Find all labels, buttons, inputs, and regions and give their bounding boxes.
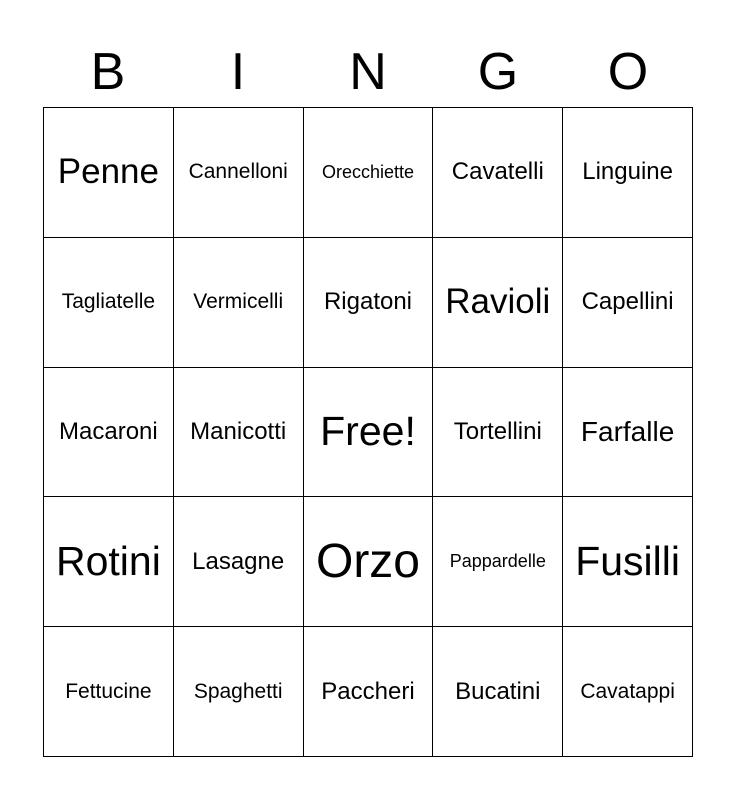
bingo-cell-label: Orzo — [315, 535, 420, 589]
bingo-cell-label: Cavatelli — [451, 158, 544, 186]
bingo-cell-label: Tagliatelle — [61, 290, 156, 314]
free-space-cell[interactable] — [304, 368, 434, 498]
bingo-cell-label: Pappardelle — [449, 551, 546, 572]
bingo-cell[interactable] — [433, 108, 563, 238]
bingo-cell-label: Ravioli — [445, 282, 551, 322]
bingo-cell-label: Penne — [57, 152, 159, 192]
bingo-cell-label: Fettucine — [65, 679, 152, 703]
bingo-cell[interactable] — [304, 627, 434, 757]
bingo-cell[interactable] — [304, 108, 434, 238]
bingo-cell[interactable] — [174, 238, 304, 368]
header-letter-g: G — [477, 43, 519, 101]
bingo-cell-label: Rigatoni — [323, 288, 413, 316]
bingo-cell[interactable] — [563, 497, 693, 627]
bingo-cell[interactable] — [304, 497, 434, 627]
bingo-header — [43, 40, 693, 104]
bingo-cell-label: Vermicelli — [193, 290, 284, 314]
bingo-cell-label: Farfalle — [580, 415, 675, 447]
bingo-cell[interactable] — [563, 108, 693, 238]
bingo-cell-label: Orecchiette — [321, 161, 415, 182]
bingo-cell[interactable] — [44, 238, 174, 368]
bingo-cell-label: Manicotti — [190, 417, 287, 445]
bingo-cell[interactable] — [174, 627, 304, 757]
bingo-cell[interactable] — [174, 368, 304, 498]
bingo-cell[interactable] — [44, 627, 174, 757]
bingo-cell[interactable] — [433, 497, 563, 627]
bingo-cell-label: Cavatappi — [580, 679, 675, 703]
bingo-cell-label: Fusilli — [575, 538, 680, 585]
header-letter-b: B — [90, 43, 126, 101]
bingo-board — [43, 107, 693, 757]
bingo-cell[interactable] — [433, 238, 563, 368]
bingo-cell-label: Free! — [320, 408, 416, 455]
bingo-cell-label: Rotini — [55, 538, 161, 585]
bingo-cell-label: Tortellini — [453, 417, 542, 445]
bingo-cell[interactable] — [44, 368, 174, 498]
bingo-cell[interactable] — [174, 108, 304, 238]
header-letter-o: O — [607, 43, 649, 101]
bingo-cell-label: Paccheri — [321, 677, 415, 705]
bingo-cell[interactable] — [563, 627, 693, 757]
bingo-cell[interactable] — [563, 368, 693, 498]
bingo-cell-label: Spaghetti — [193, 679, 283, 703]
bingo-cell-label: Lasagne — [192, 547, 285, 575]
bingo-cell-label: Macaroni — [59, 417, 158, 445]
bingo-cell-label: Bucatini — [455, 677, 541, 705]
bingo-cell[interactable] — [44, 497, 174, 627]
bingo-cell[interactable] — [433, 627, 563, 757]
bingo-cell[interactable] — [304, 238, 434, 368]
bingo-cell[interactable] — [433, 368, 563, 498]
bingo-cell[interactable] — [44, 108, 174, 238]
bingo-cell-label: Linguine — [582, 158, 673, 186]
bingo-cell-label: Capellini — [581, 288, 674, 316]
header-letter-i: I — [230, 43, 246, 101]
bingo-cell-label: Cannelloni — [188, 160, 288, 184]
header-letter-n: N — [349, 43, 387, 101]
bingo-cell[interactable] — [563, 238, 693, 368]
bingo-cell[interactable] — [174, 497, 304, 627]
